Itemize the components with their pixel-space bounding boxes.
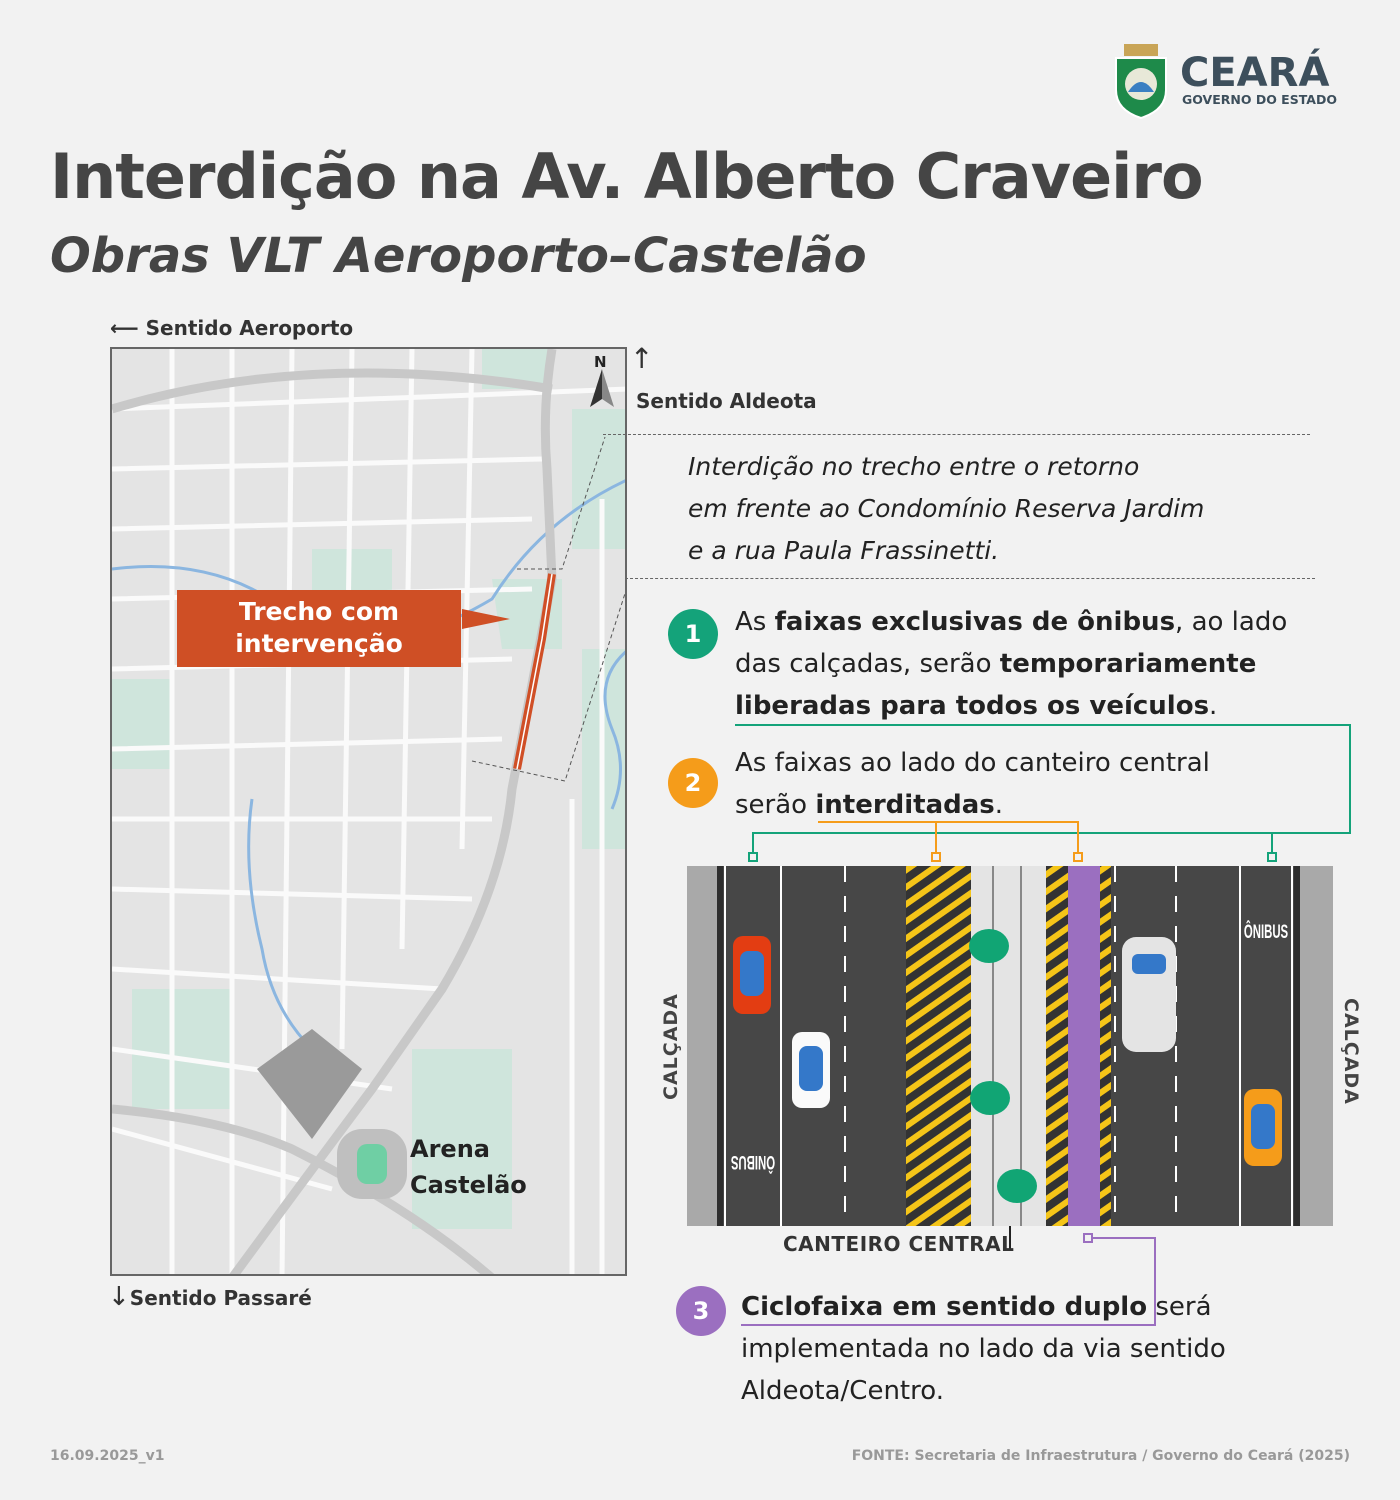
text-bold: Ciclofaixa em sentido duplo xyxy=(741,1292,1148,1322)
map[interactable] xyxy=(110,347,627,1276)
sidewalk-left xyxy=(687,866,717,1226)
stadium-label-line: Castelão xyxy=(410,1171,527,1199)
direction-passare-label: Sentido Passaré xyxy=(129,1286,312,1310)
text: . xyxy=(994,790,1004,820)
logo-name: CEARÁ xyxy=(1180,50,1330,96)
direction-airport xyxy=(110,316,353,340)
step-3-text xyxy=(741,1286,1226,1412)
text-bold: interditadas xyxy=(815,790,995,820)
text-bold: liberadas para todos os veículos xyxy=(735,691,1210,721)
stadium-label-line: Arena xyxy=(410,1135,490,1163)
step-1-badge: 1 xyxy=(668,609,718,659)
car-icon xyxy=(733,936,771,1014)
closed-lane-left xyxy=(906,866,971,1226)
median-label: CANTEIRO CENTRAL xyxy=(783,1232,1015,1256)
direction-aldeota: Sentido Aldeota xyxy=(636,389,817,413)
map-graphic xyxy=(112,349,627,1276)
step-2-text xyxy=(735,742,1210,826)
text: , ao lado xyxy=(1175,607,1288,637)
direction-airport-label: Sentido Aeroporto xyxy=(145,316,354,340)
interdiction-description xyxy=(688,446,1204,572)
bus-lane-marking: ÔNIBUS xyxy=(730,1151,776,1172)
stadium-field xyxy=(357,1144,387,1184)
direction-passare xyxy=(108,1282,312,1312)
north-label: N xyxy=(594,353,607,371)
description-line: e a rua Paula Frassinetti. xyxy=(688,536,1000,565)
divider xyxy=(603,434,1310,435)
description-line: em frente ao Condomínio Reserva Jardim xyxy=(688,494,1205,523)
arrow-down-icon: ↓ xyxy=(108,1282,130,1312)
callout-line: intervenção xyxy=(235,629,403,658)
text: será xyxy=(1147,1292,1212,1322)
text: serão xyxy=(735,790,816,820)
text: As faixas ao lado do canteiro central xyxy=(735,748,1210,778)
description-line: Interdição no trecho entre o retorno xyxy=(688,452,1140,481)
sidewalk-left-label: CALÇADA xyxy=(660,993,682,1100)
arrow-left-icon: ⟵ xyxy=(110,316,146,340)
bus-lane-marking: ÔNIBUS xyxy=(1243,922,1289,943)
car-icon xyxy=(1244,1089,1282,1166)
sidewalk-right-label: CALÇADA xyxy=(1340,998,1362,1105)
step-1-text xyxy=(735,601,1287,727)
ceara-coat-of-arms-logo xyxy=(1112,42,1170,120)
divider xyxy=(625,578,1315,579)
text: As xyxy=(735,607,775,637)
car-icon xyxy=(792,1032,830,1108)
intervention-callout xyxy=(177,590,461,667)
text-bold: temporariamente xyxy=(999,649,1257,679)
text: das calçadas, serão xyxy=(735,649,1000,679)
step-3-badge: 3 xyxy=(676,1286,726,1336)
step-2-badge: 2 xyxy=(668,758,718,808)
stadium-label xyxy=(410,1131,527,1203)
text: Aldeota/Centro. xyxy=(741,1376,944,1406)
text: . xyxy=(1209,691,1218,721)
source-label: FONTE: Secretaria de Infraestrutura / Governo do Ceará (2025) xyxy=(851,1448,1350,1464)
logo-subtitle: GOVERNO DO ESTADO xyxy=(1182,92,1337,107)
bike-lane xyxy=(1068,866,1100,1226)
road-diagram xyxy=(687,866,1333,1226)
version-label: 16.09.2025_v1 xyxy=(50,1448,165,1464)
page-subtitle: Obras VLT Aeroporto–Castelão xyxy=(50,228,867,284)
page-title: Interdição na Av. Alberto Craveiro xyxy=(50,140,1203,213)
truck-icon xyxy=(1122,937,1176,1052)
text: implementada no lado da via sentido xyxy=(741,1334,1226,1364)
callout-line: Trecho com xyxy=(238,597,400,626)
arrow-up-icon: ↑ xyxy=(630,342,654,375)
sidewalk-right xyxy=(1300,866,1333,1226)
text-bold: faixas exclusivas de ônibus xyxy=(774,607,1176,637)
